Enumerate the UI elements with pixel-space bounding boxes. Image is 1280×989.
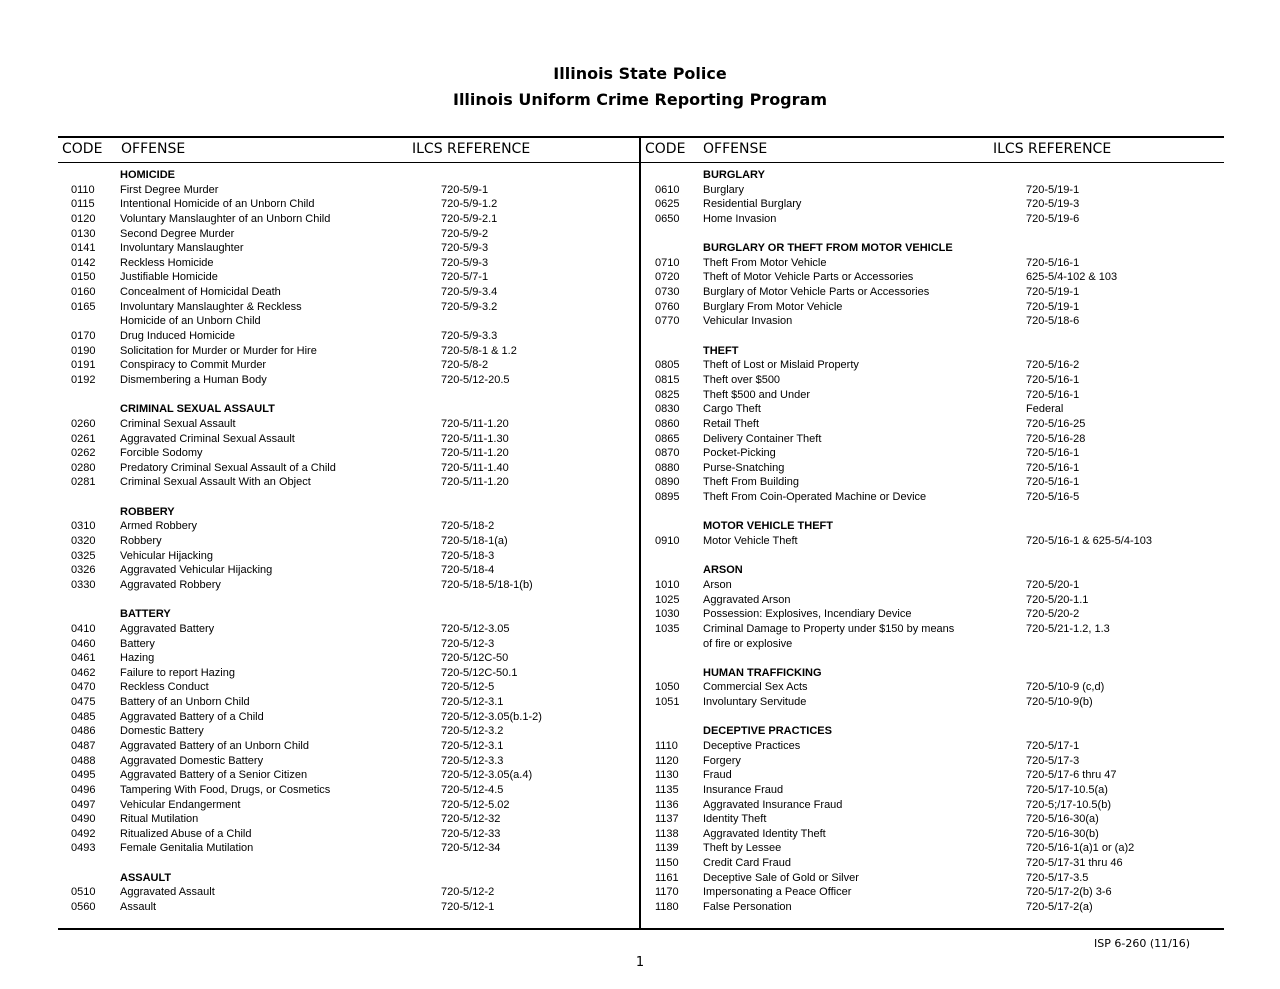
ilcs-reference: 720-5/19-3 — [1026, 198, 1080, 211]
offense-name: Vehicular Invasion — [703, 315, 793, 328]
offense-code: 0860 — [655, 417, 680, 430]
section-heading: HOMICIDE — [120, 169, 175, 181]
offense-code: 0261 — [71, 432, 96, 445]
offense-code: 0490 — [71, 813, 96, 826]
offense-name: Identity Theft — [703, 813, 767, 826]
ilcs-reference: 720-5/12C-50.1 — [441, 666, 518, 679]
offense-code: 0462 — [71, 666, 96, 679]
ilcs-reference: 720-5/16-1 & 625-5/4-103 — [1026, 535, 1152, 548]
offense-code: 0461 — [71, 652, 96, 665]
ilcs-reference: 720-5/12-34 — [441, 842, 501, 855]
offense-name: Homicide of an Unborn Child — [120, 315, 261, 328]
ilcs-reference: 720-5/10-9(b) — [1026, 696, 1093, 709]
left-ilcs-header: ILCS REFERENCE — [412, 141, 531, 157]
ilcs-reference: 720-5/16-1 — [1026, 447, 1080, 460]
offense-code: 0470 — [71, 681, 96, 694]
ilcs-reference: Federal — [1026, 403, 1064, 416]
ilcs-reference: 720-5/7-1 — [441, 271, 489, 284]
offense-code: 0895 — [655, 491, 680, 504]
offense-code: 0815 — [655, 373, 680, 386]
offense-name: Arson — [703, 578, 732, 591]
offense-name: Aggravated Identity Theft — [703, 827, 826, 840]
offense-name: Insurance Fraud — [703, 783, 784, 796]
offense-name: Pocket-Picking — [703, 447, 776, 460]
offense-name: Domestic Battery — [120, 725, 204, 738]
page-number: 1 — [635, 955, 645, 970]
offense-name: Retail Theft — [703, 417, 760, 430]
offense-name: Tampering With Food, Drugs, or Cosmetics — [120, 783, 331, 796]
offense-name: Aggravated Arson — [703, 593, 791, 606]
offense-name: Home Invasion — [703, 212, 777, 225]
offense-name: Theft From Motor Vehicle — [703, 256, 827, 269]
offense-code: 1035 — [655, 622, 680, 635]
offense-code: 1120 — [655, 754, 679, 767]
page-subtitle: Illinois Uniform Crime Reporting Program — [452, 90, 827, 109]
offense-name: Reckless Conduct — [120, 681, 209, 694]
offense-name: Aggravated Battery of a Senior Citizen — [120, 769, 308, 782]
offense-name: Aggravated Battery of a Child — [120, 710, 264, 723]
ilcs-reference: 720-5/12-3.2 — [441, 725, 504, 738]
table-bottom-rule — [58, 928, 1224, 930]
ilcs-reference: 720-5/12-5 — [441, 681, 495, 694]
offense-name: Aggravated Battery — [120, 622, 215, 635]
offense-code: 0130 — [71, 227, 96, 240]
ilcs-reference: 720-5/20-1.1 — [1026, 593, 1089, 606]
ilcs-reference: 720-5/17-1 — [1026, 739, 1080, 752]
ilcs-reference: 720-5/12-33 — [441, 827, 501, 840]
offense-code: 0760 — [655, 300, 680, 313]
offense-code: 1180 — [655, 901, 679, 914]
ilcs-reference: 720-5/18-6 — [1026, 315, 1080, 328]
ilcs-reference: 720-5/16-2 — [1026, 359, 1080, 372]
ilcs-reference: 720-5/16-1 — [1026, 476, 1080, 489]
offense-code: 1137 — [655, 813, 679, 826]
ilcs-reference: 720-5/19-1 — [1026, 300, 1080, 313]
offense-name: Battery of an Unborn Child — [120, 696, 250, 709]
ilcs-reference: 720-5/8-1 & 1.2 — [441, 344, 517, 357]
offense-code: 0492 — [71, 827, 96, 840]
offense-code: 0497 — [71, 798, 96, 811]
offense-name: Failure to report Hazing — [120, 666, 235, 679]
ilcs-reference: 720-5/19-6 — [1026, 212, 1080, 225]
offense-name: Second Degree Murder — [120, 227, 235, 240]
offense-code: 0865 — [655, 432, 680, 445]
ilcs-reference: 720-5/12-2 — [441, 886, 495, 899]
offense-name: Theft by Lessee — [703, 842, 782, 855]
ilcs-reference: 720-5/11-1.20 — [441, 447, 509, 460]
ilcs-reference: 720-5/11-1.30 — [441, 432, 509, 445]
offense-code: 0825 — [655, 388, 680, 401]
offense-code: 0486 — [71, 725, 96, 738]
offense-name: Aggravated Robbery — [120, 578, 221, 591]
offense-name: Solicitation for Murder or Murder for Hire — [120, 344, 317, 357]
offense-name: Deceptive Practices — [703, 739, 801, 752]
offense-name: Theft From Building — [703, 476, 799, 489]
ilcs-reference: 720-5/12-3 — [441, 637, 495, 650]
offense-code: 0830 — [655, 403, 680, 416]
ilcs-reference: 720-5/16-1 — [1026, 388, 1080, 401]
offense-code: 0487 — [71, 739, 96, 752]
ilcs-reference: 720-5/17-3 — [1026, 754, 1080, 767]
offense-name: Conspiracy to Commit Murder — [120, 359, 267, 372]
ilcs-reference: 720-5/11-1.20 — [441, 476, 509, 489]
ilcs-reference: 720-5/9-1.2 — [441, 198, 498, 211]
ilcs-reference: 720-5/12-3.1 — [441, 739, 504, 752]
offense-code: 0560 — [71, 901, 96, 914]
offense-name: Criminal Damage to Property under $150 by means — [703, 622, 955, 635]
offense-name: Theft $500 and Under — [703, 388, 811, 401]
header-bottom-rule — [58, 162, 1224, 163]
offense-name: Burglary — [703, 183, 744, 196]
offense-name: Justifiable Homicide — [120, 271, 218, 284]
offense-name: Hazing — [120, 652, 155, 665]
offense-code: 0910 — [655, 535, 680, 548]
ilcs-reference: 720-5/11-1.40 — [441, 461, 509, 474]
ilcs-reference: 720-5/16-1 — [1026, 256, 1080, 269]
offense-name: Criminal Sexual Assault With an Object — [120, 476, 311, 489]
offense-code: 0170 — [71, 330, 96, 343]
offense-code: 1030 — [655, 608, 680, 621]
section-heading: ASSAULT — [120, 871, 172, 884]
offense-name: Drug Induced Homicide — [120, 330, 235, 343]
offense-code: 1150 — [655, 857, 679, 870]
offense-code: 0496 — [71, 783, 96, 796]
offense-code: 0710 — [655, 256, 680, 269]
section-heading: BURGLARY — [703, 169, 765, 181]
offense-name: Aggravated Assault — [120, 886, 215, 899]
offense-code: 0475 — [71, 696, 96, 709]
offense-code: 0460 — [71, 637, 96, 650]
offense-name: First Degree Murder — [120, 183, 219, 196]
ilcs-reference: 720-5/12-1 — [441, 901, 495, 914]
ilcs-reference: 720-5/17-2(a) — [1026, 901, 1093, 914]
offense-name: Cargo Theft — [703, 403, 761, 416]
ilcs-reference: 720-5/12-3.1 — [441, 696, 504, 709]
offense-name: Reckless Homicide — [120, 256, 214, 269]
offense-name: Involuntary Servitude — [703, 696, 807, 709]
offense-code: 0493 — [71, 842, 96, 855]
offense-name: Motor Vehicle Theft — [703, 535, 798, 548]
ilcs-reference: 720-5/18-4 — [441, 564, 495, 577]
section-heading: ARSON — [703, 564, 743, 577]
left-offense-header: OFFENSE — [121, 141, 186, 157]
offense-code: 1136 — [655, 798, 679, 811]
offense-name: Deceptive Sale of Gold or Silver — [703, 871, 859, 884]
offense-name: Ritual Mutilation — [120, 813, 199, 826]
form-id: ISP 6-260 (11/16) — [1094, 937, 1191, 950]
offense-name: Vehicular Endangerment — [120, 798, 241, 811]
offense-code: 0262 — [71, 447, 96, 460]
offense-code: 1161 — [655, 871, 679, 884]
offense-name: Theft of Motor Vehicle Parts or Accessories — [703, 271, 914, 284]
ilcs-reference: 720-5/19-1 — [1026, 183, 1080, 196]
column-divider — [639, 136, 641, 930]
ilcs-reference: 720-5/12-3.05(b.1-2) — [441, 710, 542, 723]
offense-name: Voluntary Manslaughter of an Unborn Child — [120, 212, 331, 225]
offense-code: 1130 — [655, 769, 679, 782]
offense-code: 0110 — [71, 183, 95, 196]
offense-code: 0142 — [71, 256, 96, 269]
offense-name: Intentional Homicide of an Unborn Child — [120, 198, 315, 211]
ilcs-reference: 720-5/17-10.5(a) — [1026, 783, 1108, 796]
offense-name: Female Genitalia Mutilation — [120, 842, 254, 855]
ilcs-reference: 720-5/9-3.2 — [441, 300, 498, 313]
ilcs-reference: 720-5/17-31 thru 46 — [1026, 857, 1123, 870]
offense-code: 0115 — [71, 198, 95, 211]
ilcs-reference: 720-5/16-1 — [1026, 373, 1080, 386]
ilcs-reference: 720-5/11-1.20 — [441, 417, 509, 430]
offense-code: 0191 — [71, 359, 96, 372]
ilcs-reference: 720-5/20-2 — [1026, 608, 1080, 621]
offense-code: 0190 — [71, 344, 96, 357]
offense-code: 0890 — [655, 476, 680, 489]
ilcs-reference: 720-5/20-1 — [1026, 578, 1080, 591]
offense-name: Burglary From Motor Vehicle — [703, 300, 843, 313]
ilcs-reference: 720-5/8-2 — [441, 359, 489, 372]
offense-name: Predatory Criminal Sexual Assault of a Child — [120, 461, 336, 474]
offense-name: Delivery Container Theft — [703, 432, 822, 445]
offense-name: Ritualized Abuse of a Child — [120, 827, 252, 840]
left-code-header: CODE — [62, 141, 103, 157]
offense-name: Theft over $500 — [703, 373, 781, 386]
offense-name: Battery — [120, 637, 155, 650]
ilcs-reference: 720-5/12-32 — [441, 813, 501, 826]
offense-name: Criminal Sexual Assault — [120, 417, 236, 430]
header-top-rule — [58, 136, 1224, 138]
offense-code: 1025 — [655, 593, 680, 606]
offense-code: 0610 — [655, 183, 680, 196]
offense-code: 0650 — [655, 212, 680, 225]
offense-name: Possession: Explosives, Incendiary Device — [703, 608, 912, 621]
ilcs-reference: 720-5/17-6 thru 47 — [1026, 769, 1117, 782]
section-heading: BATTERY — [120, 608, 171, 621]
ilcs-reference: 720-5/12-20.5 — [441, 373, 510, 386]
ilcs-reference: 720-5/12-4.5 — [441, 783, 504, 796]
ilcs-reference: 720-5/12-3.05 — [441, 622, 510, 635]
ilcs-reference: 720-5/16-5 — [1026, 491, 1080, 504]
ilcs-reference: 720-5/9-2 — [441, 227, 489, 240]
ilcs-reference: 720-5/12-3.05(a.4) — [441, 769, 533, 782]
ilcs-reference: 720-5/19-1 — [1026, 286, 1080, 299]
offense-code: 0870 — [655, 447, 680, 460]
offense-code: 0260 — [71, 417, 96, 430]
offense-code: 0510 — [71, 886, 96, 899]
ilcs-reference: 720-5/9-3 — [441, 256, 489, 269]
ilcs-reference: 720-5/16-30(a) — [1026, 813, 1099, 826]
ilcs-reference: 720-5/9-2.1 — [441, 212, 498, 225]
section-heading: ROBBERY — [120, 505, 175, 518]
offense-name: Concealment of Homicidal Death — [120, 286, 281, 299]
ilcs-reference: 720-5/12-5.02 — [441, 798, 510, 811]
offense-code: 1139 — [655, 842, 679, 855]
ilcs-reference: 625-5/4-102 & 103 — [1026, 271, 1118, 284]
offense-code: 1110 — [655, 739, 678, 752]
ilcs-reference: 720-5/17-2(b) 3-6 — [1026, 886, 1112, 899]
section-heading: MOTOR VEHICLE THEFT — [703, 520, 833, 533]
offense-code: 0488 — [71, 754, 96, 767]
offense-code: 1138 — [655, 827, 679, 840]
offense-name: Vehicular Hijacking — [120, 549, 213, 562]
ilcs-reference: 720-5;/17-10.5(b) — [1026, 798, 1111, 811]
offense-name: Aggravated Insurance Fraud — [703, 798, 843, 811]
offense-name: Commercial Sex Acts — [703, 681, 808, 694]
offense-name: Aggravated Battery of an Unborn Child — [120, 739, 309, 752]
offense-code: 0120 — [71, 212, 96, 225]
ilcs-reference: 720-5/16-1 — [1026, 461, 1080, 474]
offense-code: 0141 — [71, 242, 96, 255]
ilcs-reference: 720-5/16-30(b) — [1026, 827, 1099, 840]
offense-code: 0770 — [655, 315, 680, 328]
offense-name: Armed Robbery — [120, 520, 198, 533]
right-code-header: CODE — [645, 141, 686, 157]
ilcs-reference: 720-5/18-3 — [441, 549, 495, 562]
offense-code: 0326 — [71, 564, 96, 577]
offense-name: Credit Card Fraud — [703, 857, 792, 870]
offense-code: 0280 — [71, 461, 96, 474]
ilcs-reference: 720-5/21-1.2, 1.3 — [1026, 622, 1110, 635]
ilcs-reference: 720-5/16-25 — [1026, 417, 1086, 430]
section-heading: BURGLARY OR THEFT FROM MOTOR VEHICLE — [703, 242, 953, 255]
offense-name: Dismembering a Human Body — [120, 373, 267, 386]
section-heading: HUMAN TRAFFICKING — [703, 666, 822, 679]
section-heading: DECEPTIVE PRACTICES — [703, 725, 832, 738]
right-offense-header: OFFENSE — [703, 141, 768, 157]
offense-name: Purse-Snatching — [703, 461, 785, 474]
ilcs-reference: 720-5/12-3.3 — [441, 754, 504, 767]
ilcs-reference: 720-5/9-3.3 — [441, 330, 498, 343]
offense-code: 0160 — [71, 286, 96, 299]
offense-name: Assault — [120, 901, 157, 914]
offense-name: Burglary of Motor Vehicle Parts or Accessories — [703, 286, 930, 299]
offense-code: 0192 — [71, 373, 96, 386]
ilcs-reference: 720-5/9-1 — [441, 183, 489, 196]
offense-code: 0330 — [71, 578, 96, 591]
offense-code: 0310 — [71, 520, 96, 533]
offense-name: False Personation — [703, 901, 792, 914]
section-heading: THEFT — [703, 344, 739, 357]
offense-name: Fraud — [703, 769, 732, 782]
offense-name: Theft From Coin-Operated Machine or Device — [703, 491, 927, 504]
offense-name: Aggravated Vehicular Hijacking — [120, 564, 273, 577]
offense-code: 0165 — [71, 300, 96, 313]
ilcs-reference: 720-5/12C-50 — [441, 652, 509, 665]
offense-code: 0410 — [71, 622, 96, 635]
offense-code: 1051 — [655, 696, 680, 709]
page-title: Illinois State Police — [553, 64, 727, 83]
offense-code: 0625 — [655, 198, 680, 211]
offense-code: 1050 — [655, 681, 680, 694]
offense-code: 0880 — [655, 461, 680, 474]
offense-code: 0281 — [71, 476, 96, 489]
right-ilcs-header: ILCS REFERENCE — [993, 141, 1112, 157]
offense-code: 0485 — [71, 710, 96, 723]
offense-name: Aggravated Domestic Battery — [120, 754, 264, 767]
offense-name: Involuntary Manslaughter — [120, 242, 244, 255]
offense-name: Impersonating a Peace Officer — [703, 886, 852, 899]
offense-code: 0495 — [71, 769, 96, 782]
section-heading: CRIMINAL SEXUAL ASSAULT — [120, 403, 275, 416]
ilcs-reference: 720-5/18-2 — [441, 520, 495, 533]
ilcs-reference: 720-5/10-9 (c,d) — [1026, 681, 1105, 694]
offense-code: 0805 — [655, 359, 680, 372]
offense-name: Residential Burglary — [703, 198, 802, 211]
offense-code: 0720 — [655, 271, 680, 284]
offense-name: Forcible Sodomy — [120, 447, 203, 460]
offense-name: Robbery — [120, 535, 162, 548]
offense-code: 1010 — [655, 578, 680, 591]
offense-name: Theft of Lost or Mislaid Property — [703, 359, 859, 372]
ilcs-reference: 720-5/18-1(a) — [441, 535, 508, 548]
offense-name: Involuntary Manslaughter & Reckless — [120, 300, 302, 313]
ilcs-reference: 720-5/9-3 — [441, 242, 489, 255]
ilcs-reference: 720-5/16-1(a)1 or (a)2 — [1026, 842, 1135, 855]
offense-code: 1170 — [655, 886, 679, 899]
offense-name: Forgery — [703, 754, 741, 767]
ilcs-reference: 720-5/18-5/18-1(b) — [441, 578, 533, 591]
offense-code: 0320 — [71, 535, 96, 548]
offense-name: of fire or explosive — [703, 637, 793, 650]
offense-code: 0325 — [71, 549, 96, 562]
offense-name: Aggravated Criminal Sexual Assault — [120, 432, 295, 445]
offense-code: 0730 — [655, 286, 680, 299]
ilcs-reference: 720-5/16-28 — [1026, 432, 1086, 445]
ilcs-reference: 720-5/17-3.5 — [1026, 871, 1089, 884]
offense-code: 1135 — [655, 783, 679, 796]
ilcs-reference: 720-5/9-3.4 — [441, 286, 498, 299]
offense-code: 0150 — [71, 271, 96, 284]
